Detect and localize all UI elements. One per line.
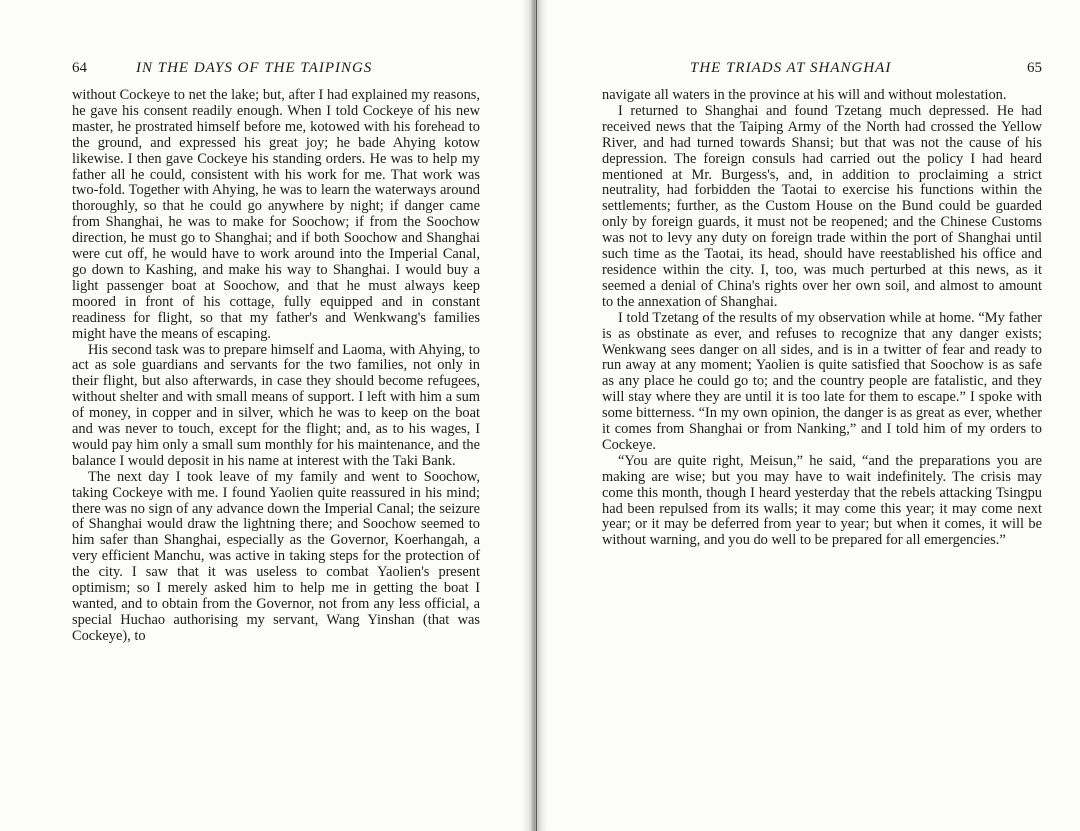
left-page-body <box>72 88 480 645</box>
paragraph: navigate all waters in the province at his will and without molestation. <box>602 87 1007 103</box>
page-number: 64 <box>72 60 87 76</box>
running-title: THE TRIADS AT SHANGHAI <box>690 60 892 76</box>
paragraph: His second task was to prepare himself and Laoma, with Ahying, to act as sole guardians and servants for the two families, not only in their flight, but also afterwards, in case they should become refugees, without shelter and with small means of support. I left with him a sum of money, in copper and in silver, which he was to keep on the boat and was never to touch, except for the flight; and, as to his wages, I would pay him only a small sum monthly for his maintenance, and the balance I would deposit in his name at interest with the Taki Bank. <box>72 341 480 469</box>
right-page-body <box>602 88 1042 549</box>
paragraph: The next day I took leave of my family and went to Soochow, taking Cockeye with me. I found Yaolien quite reassured in his mind; there was no sign of any advance down the Imperial Canal; the seizure of Shanghai would draw the lightning there; and Soochow seemed to him safer than Shanghai, especially as the Governor, Koerhangah, a very efficient Manchu, was active in taking steps for the protection of the city. I saw that it was useless to combat Yaolien's present optimism; so I merely asked him to help me in getting the boat I wanted, and to obtain from the Governor, not from any less official, a special Huchao authorising my servant, Wang Yinshan (that was Cockeye), to <box>72 468 480 644</box>
page-number: 65 <box>1027 60 1042 76</box>
left-page-header <box>72 60 480 80</box>
paragraph: I returned to Shanghai and found Tzetang much depressed. He had received news that the Taiping Army of the North had crossed the Yellow River, and had turned towards Shansi; but that was not the cause of his depression. The foreign consuls had carried out the policy I had heard mentioned at Mr. Burgess's, and, in addition to proclaiming a strict neutrality, had forbidden the Taotai to exercise his functions within the settlements; further, as the Custom House on the Bund could be guarded only by foreign guards, it must not be reopened; and the Chinese Customs was not to levy any duty on foreign trade within the port of Shanghai until such time as the Taotai, its head, should have reestablished his office and residence within the city. I, too, was much perturbed at this news, as it seemed a denial of China's rights over her own soil, and almost to amount to the annexation of Shanghai. <box>602 102 1042 310</box>
right-page <box>534 0 1080 831</box>
paragraph: I told Tzetang of the results of my observation while at home. “My father is as obstinate as ever, and refuses to recognize that any danger exists; Wenkwang sees danger on all sides, and is in a twitter of fear and ready to run away at any moment; Yaolien is quite satisfied that Soochow is as safe as any place he could go to; and the country people are fatalistic, and they will stay where they are until it is too late for them to escape.” I spoke with some bitterness. “In my own opinion, the danger is as great as ever, whether it comes from Shanghai or from Nanking,” and I told him of my orders to Cockeye. <box>602 309 1042 453</box>
running-title: IN THE DAYS OF THE TAIPINGS <box>136 60 373 76</box>
right-page-header <box>602 60 1042 80</box>
paragraph: without Cockeye to net the lake; but, after I had explained my reasons, he gave his consent readily enough. When I told Cockeye of his new master, he prostrated himself before me, kotowed with his forehead to the ground, and expressed his great joy; he bade Ahying kotow likewise. I then gave Cockeye his standing orders. He was to help my father all he could, consistent with his work for me. That work was two-fold. Together with Ahying, he was to learn the waterways around thoroughly, so that he could go anywhere by night; if danger came from Shanghai, he was to make for Soochow; if from the Soochow direction, he must go to Shanghai; and if both Soochow and Shanghai were cut off, he would have to work around into the Imperial Canal, go down to Kashing, and make his way to Shanghai. I would buy a light passenger boat at Soochow, and that he must always keep moored in front of his cottage, fully equipped and in constant readiness for flight, so that my father's and Wenkwang's families might have the means of escaping. <box>72 87 480 342</box>
left-page <box>0 0 534 831</box>
paragraph: “You are quite right, Meisun,” he said, “and the preparations you are making are wise; but you may have to wait indefinitely. The crisis may come this month, though I heard yesterday that the rebels attacking Tsingpu had been repulsed from its walls; it may come this year; it may come next year; or it may be deferred from year to year; but when it comes, it will be without warning, and you do well to be prepared for all emergencies.” <box>602 452 1042 549</box>
